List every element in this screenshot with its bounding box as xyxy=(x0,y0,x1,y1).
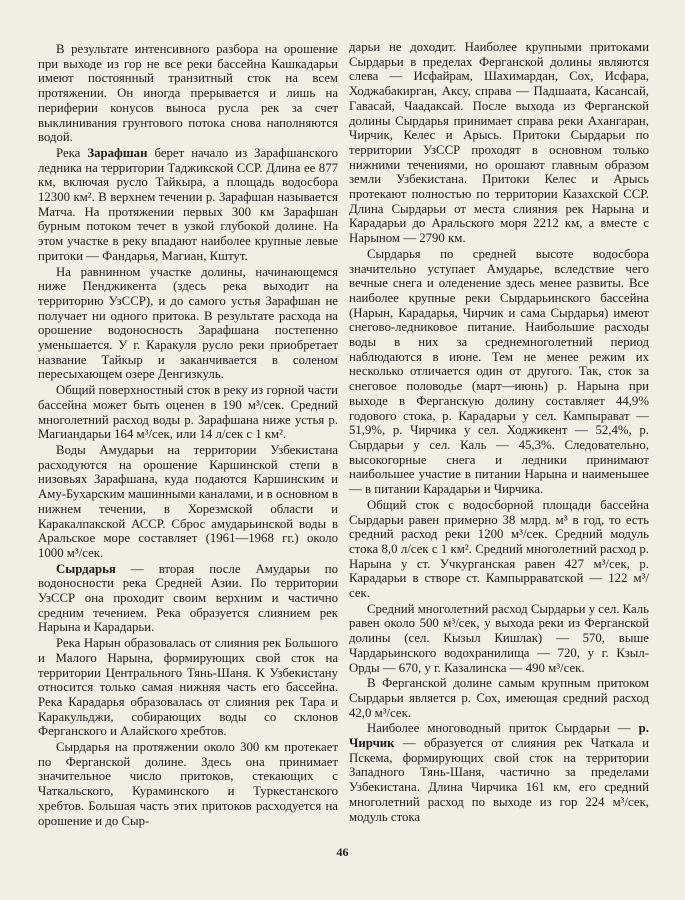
left-column xyxy=(38,42,338,828)
paragraph-text: Река xyxy=(56,145,88,160)
paragraph-naryn-karadarya: Река Нарын образовалась от слияния рек Большого и Малого Нарына, формирующих свой сток на территории Центрального Тянь-Шаня. К Узбекистану относится только самая нижняя часть его бассейна. Река Карадарья образовалась от слияния рек Тара и Каракульджи, собирающих воды со склонов Ферганского и Алайского хребтов. xyxy=(38,636,338,739)
paragraph-syrdarya-tributaries: дарьи не доходит. Наиболее крупными притоками Сырдарьи в пределах Ферганской долины являются слева — Исфайрам, Шахимардан, Сох, Исфара, Ходжабакирган, Аксу, справа — Падшаата, Касансай, Гавасай, Чаадаксай. После выхода из Ферганской долины Сырдарья принимает справа реки Ахангаран, Чирчик, Келес и Арысь. Притоки Сырдарьи по территории УзССР проходят в основном только нижними течениями, но орошают главным образом земли Узбекистана. Притоки Келес и Арысь протекают полностью по территории Казахской ССР. Длина Сырдарьи от места слияния рек Нарына и Карадарьи до Аральского моря 2212 км, а вместе с Нарыном — 2790 км. xyxy=(349,40,649,246)
paragraph-syrdarya-total-runoff: Общий сток с водосборной площади бассейна Сырдарьи равен примерно 38 млрд. м³ в год, то есть средний расход реки 1200 м³/сек. Средний модуль стока 8,0 л/сек с 1 км². Средний многолетний расход р. Нарына у ст. Учкурганская равен 427 м³/сек, р. Карадарьи в створе ст. Кампырраватской — 122 м³/сек. xyxy=(349,497,649,601)
paragraph-chirchik xyxy=(349,721,649,824)
paragraph-zarafshan-runoff: Общий поверхностный сток в реку из горной части бассейна может быть оценен в 190 м³/сек. Средний многолетний расход воды р. Зарафшана ниже устья р. Магиандарьи 164 м³/сек, или 14 л/сек с 1 км². xyxy=(38,383,338,442)
right-column xyxy=(349,40,649,824)
paragraph-text: берет начало из Зарафшанского ледника на территории Таджикской ССР. Длина ее 877 км, включая русло Тайкыра, а площадь водосбора 12300 км². В верхнем течении р. Зарафшан называется Матча. На протяжении первых 300 км Зарафшан бурным потоком течет в узкой глубокой долине. На этом участке в реку впадают наиболее крупные левые притоки — Фандарья, Магиан, Кштут. xyxy=(38,145,338,263)
paragraph-text: Наиболее многоводный приток Сырдарьи — xyxy=(367,721,639,736)
paragraph-zarafshan-source xyxy=(38,146,338,264)
term-chirchik: р. Чирчик xyxy=(349,721,649,751)
term-syrdarya: Сырдарья xyxy=(56,561,116,576)
paragraph-text: — образуется от слияния рек Чаткала и Пскема, формирующих свой сток на территории Западного Тянь-Шаня, частично за пределами Узбекистана. Длина Чирчика 161 км, его средний многолетний расход по выходе из гор 224 м³/сек, модуль стока xyxy=(349,736,649,824)
paragraph-amudarya-use: Воды Амударьи на территории Узбекистана расходуются на орошение Каршинской степи в низовьях Зарафшана, куда подаются Каршинским и Аму-Бухарским машинными каналами, и в основном в нижнем течении, в Хорезмской области и Каракалпакской АССР. Сброс амударьинской воды в Аральское море составляет (1961—1968 гг.) около 1000 м³/сек. xyxy=(38,442,338,560)
paragraph-syrdarya-intro xyxy=(38,562,338,636)
paragraph-sokh-tributary: В Ферганской долине самым крупным притоком Сырдарьи является р. Сох, имеющая средний расход 42,0 м³/сек. xyxy=(349,676,649,720)
paragraph-zarafshan-plain: На равнинном участке долины, начинающемся ниже Пенджикента (здесь река выходит на территорию УзССР), и до самого устья Зарафшан не получает ни одного притока. В результате расхода на орошение водоносность Зарафшана постепенно уменьшается. У г. Каракуля русло реки приобретает название Тайкыр и заканчивается в соленом пересыхающем озере Денгизкуль. xyxy=(38,264,338,382)
paragraph-fergana-valley: Сырдарья на протяжении около 300 км протекает по Ферганской долине. Здесь она принимает значительное число притоков, стекающих с Чаткальского, Кураминского и Туркестанского хребтов. Большая часть этих притоков расходуется на орошение и до Сыр- xyxy=(38,740,338,828)
term-zarafshan: Зарафшан xyxy=(87,145,148,160)
paragraph-text: — вторая после Амударьи по водоносности река Средней Азии. По территории УзССР она проходит своим верхним и частично средним течением. Река образуется слиянием рек Нарына и Карадарьи. xyxy=(38,561,338,635)
page-number: 46 xyxy=(336,845,349,859)
paragraph-syrdarya-regime: Сырдарья по средней высоте водосбора значительно уступает Амударье, вследствие чего вечные снега и оледенение здесь менее развиты. Все наиболее крупные реки Сырдарьинского бассейна (Нарын, Карадарья, Чирчик и сама Сырдарья) имеют снегово-ледниковое питание. Наибольшие расходы воды в них за среднемноголетний период наблюдаются в июне. Тем не менее режим их несколько отличается один от другого. Так, сток за снеговое половодье (март—июнь) р. Нарына при выходе в Ферганскую долину составляет 44,9% годового стока, р. Карадарьи у сел. Кампырават — 51,9%, р. Чирчика у сел. Ходжикент — 52,4%, р. Сырдарьи у сел. Каль — 45,3%. Следовательно, высокогорные снега и ледники принимают наибольшее участие в питании Нарына и наименьшее — в питании Карадарьи и Чирчика. xyxy=(349,246,649,497)
paragraph-kashkadarya-irrigation: В результате интенсивного разбора на орошение при выходе из гор не все реки бассейна Кашкадарьи имеют постоянный транзитный сток на всем протяжении. Он иногда прерывается и лишь на периферии конусов выноса русла рек за счет выклинивания грунтового потока снова наполняются водой. xyxy=(38,42,338,145)
paragraph-syrdarya-discharge: Средний многолетний расход Сырдарьи у сел. Каль равен около 500 м³/сек, у выхода реки из Ферганской долины (сел. Кызыл Кишлак) — 570, выше Чардарьинского водохранилища — 720, у г. Кзыл-Орды — 670, у г. Казалинска — 490 м³/сек. xyxy=(349,601,649,675)
